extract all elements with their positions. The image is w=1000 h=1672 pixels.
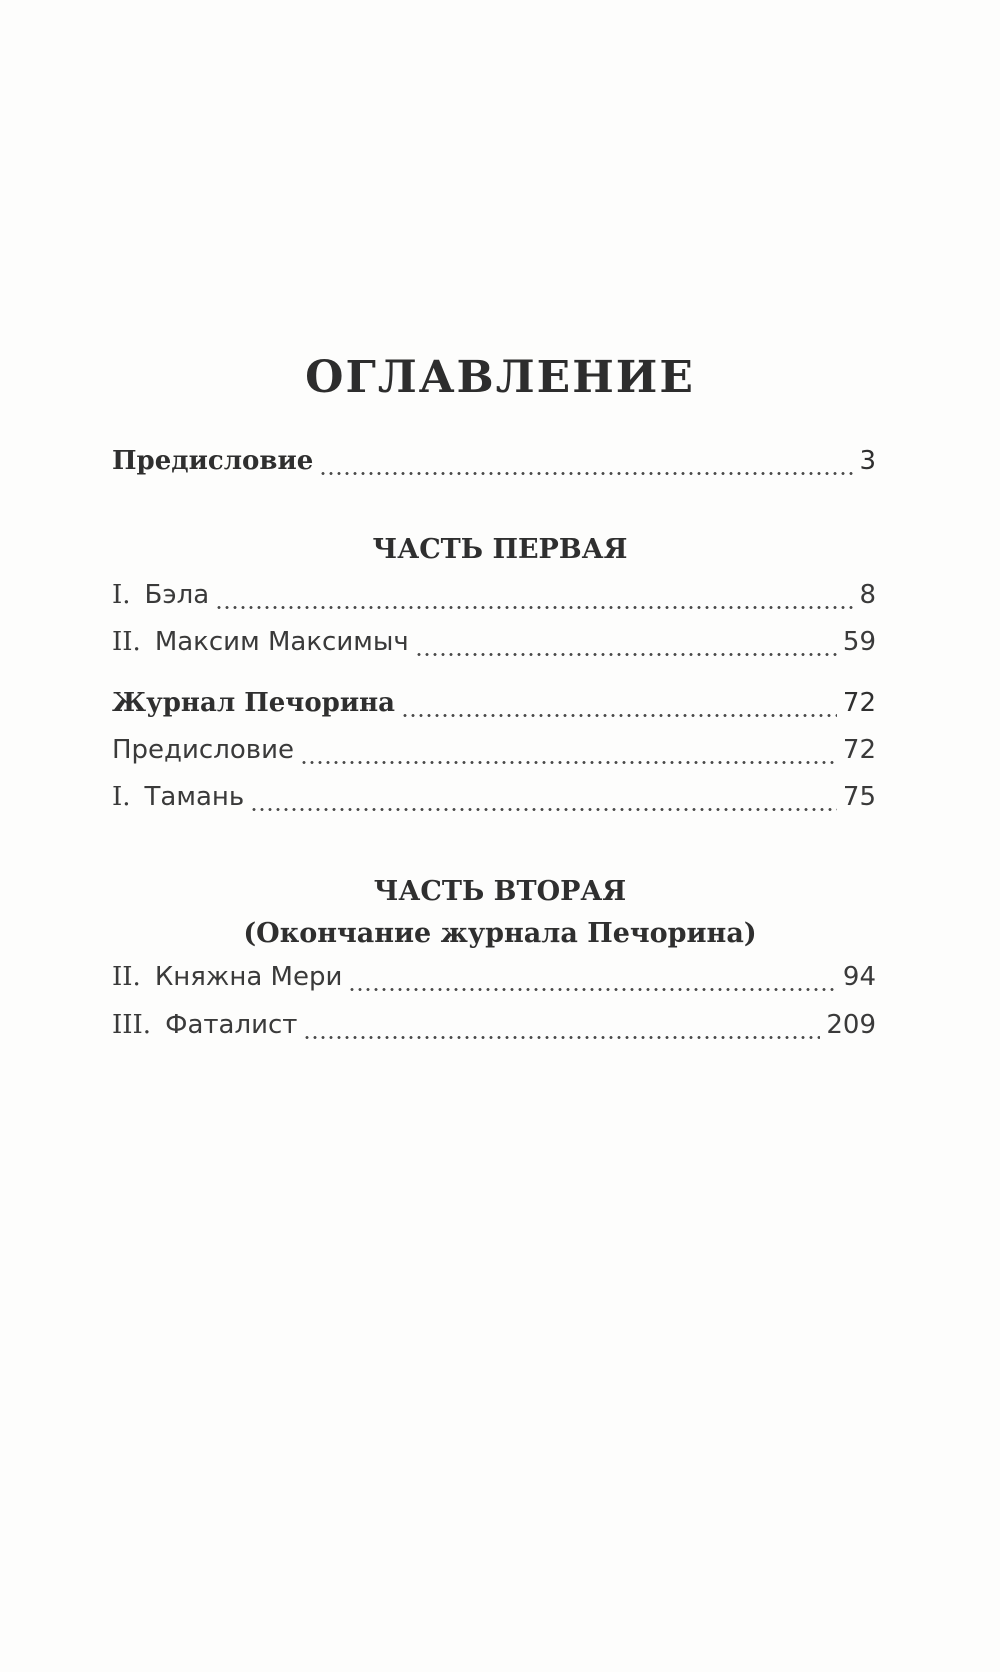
toc-page-number: 72 bbox=[842, 735, 876, 765]
toc-page-number: 94 bbox=[842, 962, 876, 992]
toc-entry-numeral: I. bbox=[112, 580, 131, 610]
dot-leader bbox=[348, 988, 837, 991]
section-subheading-part-two: (Окончание журнала Печорина) bbox=[243, 918, 757, 949]
toc-entry-label: Бэла bbox=[144, 580, 210, 610]
dot-leader bbox=[401, 714, 837, 717]
dot-leader bbox=[215, 606, 853, 609]
toc-entry-label: Журнал Печорина bbox=[112, 688, 396, 718]
toc-entry-taman[interactable] bbox=[112, 782, 876, 822]
toc-entry-label: Предисловие bbox=[112, 735, 294, 765]
toc-entry-knyazhna-meri[interactable] bbox=[112, 962, 876, 1002]
dot-leader bbox=[415, 653, 837, 656]
toc-entry-numeral: II. bbox=[112, 962, 141, 992]
toc-entry-journal[interactable] bbox=[112, 688, 876, 728]
toc-entry-label: Предисловие bbox=[112, 446, 314, 476]
toc-entry-label: Максим Максимыч bbox=[154, 627, 409, 657]
toc-entry-journal-preface[interactable] bbox=[112, 735, 876, 775]
page-title: ОГЛАВЛЕНИЕ bbox=[305, 352, 695, 403]
toc-entry-maksim-maksimych[interactable] bbox=[112, 627, 876, 667]
dot-leader bbox=[300, 761, 837, 764]
toc-page-number: 75 bbox=[842, 782, 876, 812]
toc-entry-label: Тамань bbox=[144, 782, 245, 812]
dot-leader bbox=[319, 472, 853, 475]
toc-entry-preface[interactable] bbox=[112, 446, 876, 486]
section-heading-part-two: ЧАСТЬ ВТОРАЯ bbox=[373, 876, 627, 907]
toc-entry-numeral: III. bbox=[112, 1010, 152, 1040]
toc-entry-numeral: II. bbox=[112, 627, 141, 657]
toc-page-number: 59 bbox=[842, 627, 876, 657]
toc-page-number: 209 bbox=[826, 1010, 876, 1040]
dot-leader bbox=[303, 1036, 820, 1039]
toc-entry-bela[interactable] bbox=[112, 580, 876, 620]
dot-leader bbox=[250, 808, 837, 811]
section-heading-part-one: ЧАСТЬ ПЕРВАЯ bbox=[372, 534, 628, 565]
toc-page-number: 3 bbox=[859, 446, 876, 476]
toc-entry-label: Фаталист bbox=[165, 1010, 298, 1040]
toc-entry-fatalist[interactable] bbox=[112, 1010, 876, 1050]
toc-page-number: 72 bbox=[842, 688, 876, 718]
toc-page-number: 8 bbox=[859, 580, 876, 610]
toc-entry-label: Княжна Мери bbox=[154, 962, 343, 992]
toc-entry-numeral: I. bbox=[112, 782, 131, 812]
